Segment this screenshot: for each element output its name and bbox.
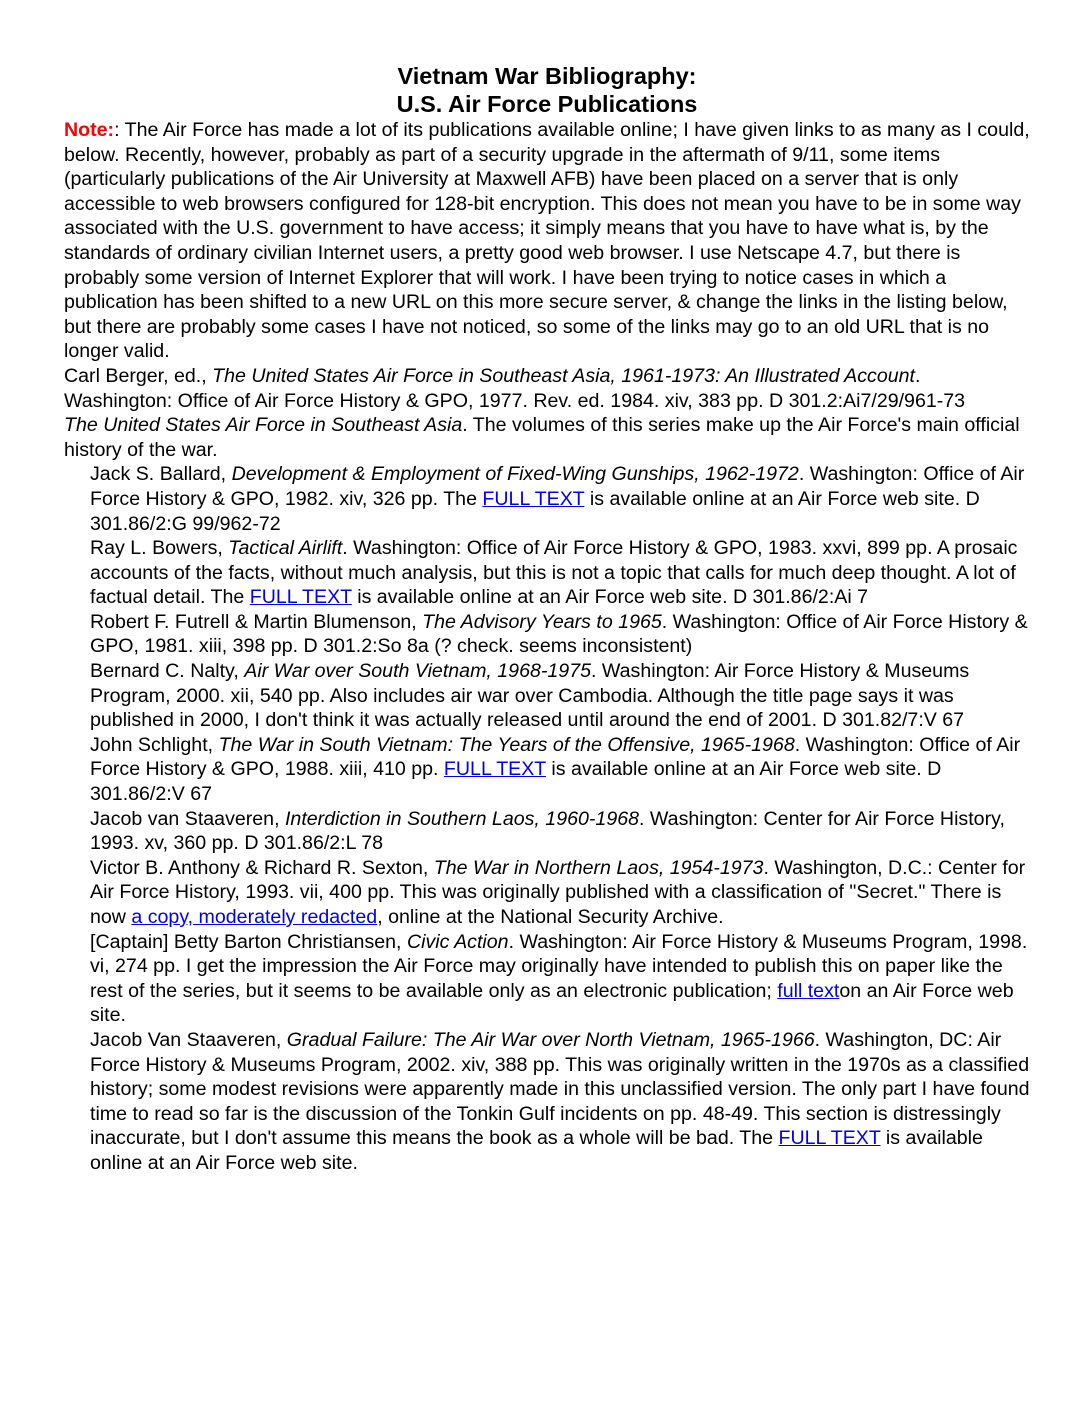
series-heading — [64, 413, 1030, 462]
entry-details: . Washington, DC: Air Force History & Museums Program, 2002. xiv, 388 pp. This was originally written in the 1970s as a classified history; some modest revisions were apparently made in this unclassified version. The only part I have found time to read so far is the discussion of the Tonkin Gulf incidents on pp. 48-49. This section is distressingly inaccurate, but I don't assume this means the book as a whole will be bad. The — [90, 1028, 1030, 1150]
entry-details-end: is available online at an Air Force web site. D 301.86/2:G 99/962-72 — [90, 487, 980, 535]
entry-author: Victor B. Anthony & Richard R. Sexton, — [90, 856, 434, 879]
entry-details-end: on an Air Force web site. — [90, 979, 1014, 1027]
entry-ballard — [90, 462, 1030, 536]
entry-details: . Washington: Office of Air Force History & GPO, 1981. xiii, 398 pp. D 301.2:So 8a (? check. seems inconsistent) — [90, 610, 1028, 658]
series-description: . The volumes of this series make up the Air Force's main official history of the war. — [64, 414, 1020, 461]
entry-van-staaveren-laos — [90, 807, 1030, 856]
entry-details: . Washington: Office of Air Force History & GPO, 1988. xiii, 410 pp. — [90, 733, 1021, 781]
entry-title: Development & Employment of Fixed-Wing Gunships, 1962-1972 — [231, 463, 799, 486]
entry-title: The War in Northern Laos, 1954-1973 — [433, 856, 764, 879]
entry-author: Carl Berger, ed., — [64, 364, 213, 387]
entry-title: Interdiction in Southern Laos, 1960-1968 — [284, 807, 640, 830]
entry-details: . Washington, D.C.: Center for Air Force History, 1993. vii, 400 pp. This was originally published with a classification of "Secret." There is now — [90, 856, 1026, 928]
entry-futrell — [90, 610, 1030, 659]
entry-author: John Schlight, — [90, 733, 219, 756]
full-text-link[interactable]: FULL TEXT — [778, 1127, 881, 1150]
full-text-link[interactable]: FULL TEXT — [443, 758, 546, 781]
entry-author: Jacob Van Staaveren, — [90, 1028, 287, 1051]
full-text-link[interactable]: full text — [777, 979, 840, 1002]
entry-details: . Washington: Air Force History & Museums Program, 2000. xii, 540 pp. Also includes air war over Cambodia. Although the title page says it was published in 2000, I don't think it was actually released until around the end of 2001. D 301.82/7:V 67 — [90, 660, 970, 732]
full-text-link[interactable]: FULL TEXT — [482, 487, 585, 510]
entry-nalty — [90, 659, 1030, 733]
entry-author: [Captain] Betty Barton Christiansen, — [90, 930, 407, 953]
entry-author: Bernard C. Nalty, — [90, 660, 245, 683]
entry-schlight — [90, 733, 1030, 807]
entry-details: . Washington: Air Force History & Museums Program, 1998. vi, 274 pp. I get the impression the Air Force may originally have intended to publish this on paper like the rest of the series, but it seems to be available only as an electronic publication; — [90, 930, 1028, 1002]
document-page — [64, 62, 1030, 1176]
redacted-copy-link[interactable]: a copy, moderately redacted — [131, 906, 378, 928]
full-text-link[interactable]: FULL TEXT — [249, 586, 352, 609]
entry-details: . Washington: Center for Air Force History, 1993. xv, 360 pp. D 301.86/2:L 78 — [90, 807, 1005, 855]
entry-author: Robert F. Futrell & Martin Blumenson, — [90, 610, 423, 633]
entry-title: The War in South Vietnam: The Years of the Offensive, 1965-1968 — [218, 733, 795, 756]
entry-title: Air War over South Vietnam, 1968-1975 — [244, 660, 591, 683]
entry-anthony — [90, 856, 1030, 930]
entry-title: Tactical Airlift — [228, 537, 343, 560]
entry-berger — [64, 364, 1030, 413]
entry-christiansen — [90, 930, 1030, 1028]
entry-author: Ray L. Bowers, — [90, 537, 229, 560]
title-line-2: U.S. Air Force Publications — [396, 91, 698, 117]
entry-details: . Washington: Office of Air Force History & GPO, 1982. xiv, 326 pp. The — [90, 463, 1025, 510]
entry-details-end: is available online at an Air Force web site. D 301.86/2:V 67 — [90, 758, 942, 806]
entry-details-end: is available online at an Air Force web site. D 301.86/2:Ai 7 — [351, 586, 869, 609]
page-title — [64, 62, 1030, 118]
entry-author: Jack S. Ballard, — [90, 463, 232, 486]
entry-title: Civic Action — [406, 930, 509, 953]
entry-details-end: , online at the National Security Archive. — [377, 906, 724, 928]
entry-details-end: is available online at an Air Force web site. — [90, 1127, 983, 1174]
entry-details: . Washington: Office of Air Force History & GPO, 1983. xxvi, 899 pp. A prosaic accounts of the facts, without much analysis, but this is not a topic that calls for much deep thought. A lot of factual detail. The — [90, 537, 1018, 609]
note-label: Note: — [64, 119, 115, 141]
entry-title: The Advisory Years to 1965 — [422, 610, 662, 633]
title-line-1: Vietnam War Bibliography: — [397, 63, 697, 89]
note-paragraph — [64, 118, 1030, 364]
entry-details: . Washington: Office of Air Force History & GPO, 1977. Rev. ed. 1984. xiv, 383 pp. D 301.2:Ai7/29/961-73 — [64, 364, 966, 412]
note-text: : The Air Force has made a lot of its publications available online; I have given links to as many as I could, below. Recently, however, probably as part of a security upgrade in the aftermath of 9/11, some items (particularly publications of the Air University at Maxwell AFB) have been placed on a server that is only accessible to web browsers configured for 128-bit encryption. This does not mean you have to be in some way associated with the U.S. government to have access; it simply means that you have to have what is, by the standards of ordinary civilian Internet users, a pretty good web browser. I use Netscape 4.7, but there is probably some version of Internet Explorer that will work. I have been trying to notice cases in which a publication has been shifted to a new URL on this more secure server, & change the links in the listing below, but there are probably some cases I have not noticed, so some of the links may go to an old URL that is no longer valid. — [64, 119, 1030, 363]
entry-title: Gradual Failure: The Air War over North Vietnam, 1965-1966 — [286, 1028, 815, 1051]
entry-bowers — [90, 536, 1030, 610]
entry-van-staaveren-north — [90, 1028, 1030, 1176]
series-title: The United States Air Force in Southeast Asia — [64, 414, 463, 437]
entry-author: Jacob van Staaveren, — [90, 807, 285, 830]
entry-title: The United States Air Force in Southeast Asia, 1961-1973: An Illustrated Account — [212, 364, 915, 387]
